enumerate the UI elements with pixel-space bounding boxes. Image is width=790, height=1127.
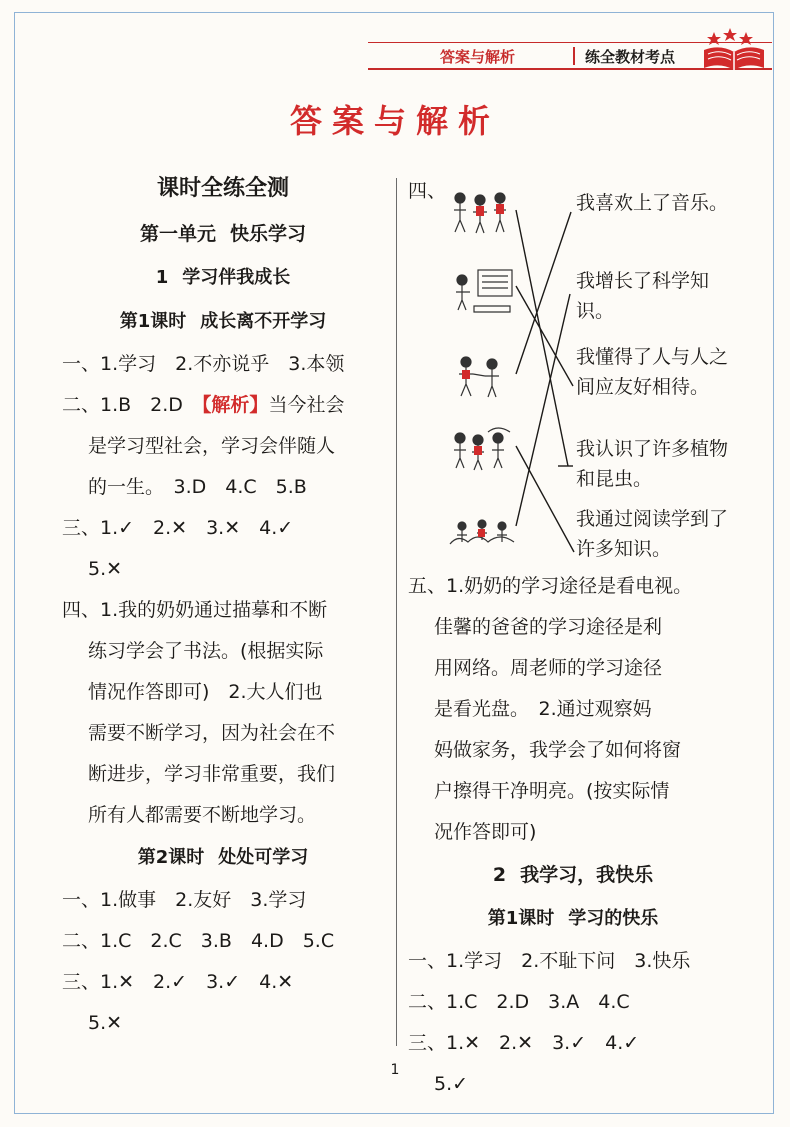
answer-line: 5.✕ <box>88 558 123 580</box>
answer-line: 一、1.做事 2.友好 3.学习 <box>62 889 307 911</box>
period-number: 第1课时 <box>487 908 555 929</box>
unit-title: 快乐学习 <box>230 223 307 245</box>
answer-line: 是学习型社会，学习会伴随人 <box>88 435 336 457</box>
answer-line: 三、1.✕ 2.✓ 3.✓ 4.✕ <box>62 971 294 993</box>
period-heading <box>62 836 384 880</box>
answer-line: 三、1.✓ 2.✕ 3.✕ 4.✓ <box>62 517 294 539</box>
answer-line: 四、1.我的奶奶通过描摹和不断 <box>62 599 328 621</box>
answer-line: 所有人都需要不断地学习。 <box>88 804 317 826</box>
left-column <box>62 166 384 1044</box>
lesson-number: 1 <box>155 267 169 288</box>
lesson-heading <box>62 256 384 300</box>
lesson-title: 学习伴我成长 <box>182 267 291 288</box>
page-title: 答案与解析 <box>289 102 500 140</box>
answer-line: 佳馨的爸爸的学习途径是利 <box>434 616 663 638</box>
match-item: 我懂得了人与人之间应友好相待。 <box>576 346 729 398</box>
lesson-title: 我学习，我快乐 <box>520 864 654 886</box>
match-item: 我增长了科学知识。 <box>576 270 710 322</box>
right-column <box>408 166 738 1105</box>
question-number: 四、 <box>408 180 447 202</box>
answer-line: 二、1.B 2.D 【解析】当今社会 <box>62 394 345 416</box>
children-nature-picture <box>448 504 516 552</box>
matching-exercise <box>408 166 738 566</box>
period-heading <box>408 897 738 941</box>
answer-line: 二、1.C 2.D 3.A 4.C <box>408 991 630 1013</box>
match-item: 我喜欢上了音乐。 <box>576 192 729 214</box>
answer-line: 的一生。 3.D 4.C 5.B <box>88 476 307 498</box>
unit-heading <box>62 212 384 256</box>
children-playing-picture <box>448 424 516 472</box>
period-title: 学习的快乐 <box>568 908 659 929</box>
analysis-label: 【解析】 <box>201 394 269 416</box>
period-heading <box>62 300 384 344</box>
answer-line: 是看光盘。 2.通过观察妈 <box>434 698 652 720</box>
answer-line: 一、1.学习 2.不耻下问 3.快乐 <box>408 950 691 972</box>
period-title: 处处可学习 <box>218 847 309 868</box>
answer-line: 五、1.奶奶的学习途径是看电视。 <box>408 575 693 597</box>
answer-line: 练习学会了书法。(根据实际 <box>88 640 324 662</box>
lesson-number: 2 <box>492 864 507 886</box>
answer-line: 断进步，学习非常重要，我们 <box>88 763 336 785</box>
answer-line: 需要不断学习，因为社会在不 <box>88 722 336 744</box>
book-stars-icon <box>700 28 770 72</box>
answer-line: 况作答即可) <box>434 821 537 843</box>
header-right-label: 练全教材考点 <box>585 48 676 66</box>
column-divider <box>396 178 397 1046</box>
period-number: 第1课时 <box>119 311 187 332</box>
children-science-picture <box>448 266 516 314</box>
answer-line: 5.✕ <box>88 1012 123 1034</box>
match-item: 我通过阅读学到了许多知识。 <box>576 508 729 560</box>
answer-line: 三、1.✕ 2.✕ 3.✓ 4.✓ <box>408 1032 640 1054</box>
answer-line: 户擦得干净明亮。(按实际情 <box>434 780 670 802</box>
match-item: 我认识了许多植物和昆虫。 <box>576 438 729 490</box>
children-group-picture <box>448 188 516 236</box>
answer-line: 5.✓ <box>434 1073 469 1095</box>
answer-line: 情况作答即可) 2.大人们也 <box>88 681 323 703</box>
unit-number: 第一单元 <box>139 223 216 245</box>
children-helping-picture <box>448 352 516 400</box>
period-number: 第2课时 <box>137 847 205 868</box>
lesson-heading <box>408 853 738 897</box>
answer-line: 用网络。周老师的学习途径 <box>434 657 663 679</box>
analysis-text: 当今社会 <box>268 394 345 416</box>
period-title: 成长离不开学习 <box>200 311 327 332</box>
answer-line: 妈做家务，我学会了如何将窗 <box>434 739 682 761</box>
header-separator <box>573 47 575 65</box>
header-left-label: 答案与解析 <box>440 48 516 66</box>
answer-line: 二、1.C 2.C 3.B 4.D 5.C <box>62 930 335 952</box>
section-title: 课时全练全测 <box>156 176 289 201</box>
page-number: 1 <box>390 1062 400 1078</box>
answer-line: 一、1.学习 2.不亦说乎 3.本领 <box>62 353 345 375</box>
